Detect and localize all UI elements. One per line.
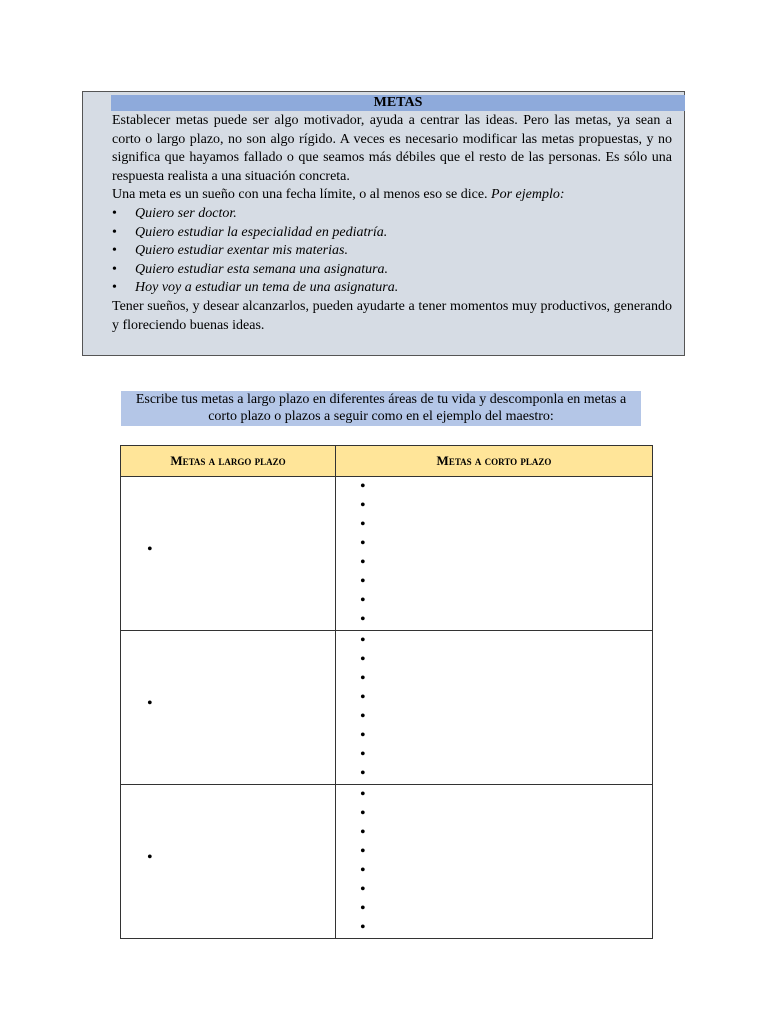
example-text: Quiero estudiar exentar mis materias. bbox=[135, 243, 348, 259]
bullet-icon: • bbox=[360, 843, 366, 860]
goals-table bbox=[120, 445, 653, 939]
goals-info-box bbox=[82, 91, 685, 356]
bullet-icon: • bbox=[360, 535, 366, 552]
bullet-icon: • bbox=[147, 695, 153, 712]
bullet-icon: • bbox=[360, 824, 366, 841]
example-label: Por ejemplo: bbox=[491, 187, 565, 203]
info-paragraph-1: Establecer metas puede ser algo motivador, ayuda a centrar las ideas. Pero las metas, ya sean a corto o largo plazo, no son algo rígido. A veces es necesario modificar las metas propuestas, y no significa que hayamos fallado o que seamos más débiles que el resto de las personas. Es sólo una respuesta realista a una situación concreta. bbox=[112, 113, 672, 184]
bullet-icon: • bbox=[360, 862, 366, 879]
bullet-icon: • bbox=[360, 746, 366, 763]
bullet-icon: • bbox=[112, 280, 117, 296]
bullet-icon: • bbox=[360, 554, 366, 571]
table-header-row bbox=[121, 446, 653, 477]
long-term-cell[interactable] bbox=[121, 631, 336, 785]
example-item bbox=[112, 224, 672, 243]
table-row bbox=[121, 631, 653, 785]
bullet-icon: • bbox=[360, 900, 366, 917]
short-term-cell[interactable] bbox=[336, 631, 653, 785]
bullet-icon: • bbox=[360, 708, 366, 725]
bullet-icon: • bbox=[360, 497, 366, 514]
info-paragraph-2-text: Una meta es un sueño con una fecha límite, o al menos eso se dice. bbox=[112, 187, 488, 203]
example-item bbox=[112, 242, 672, 261]
bullet-icon: • bbox=[360, 573, 366, 590]
bullet-icon: • bbox=[112, 243, 117, 259]
long-term-cell[interactable] bbox=[121, 785, 336, 939]
example-text: Quiero ser doctor. bbox=[135, 205, 237, 221]
short-term-list bbox=[336, 785, 652, 938]
bullet-icon: • bbox=[360, 592, 366, 609]
short-term-list bbox=[336, 631, 652, 784]
short-term-cell[interactable] bbox=[336, 477, 653, 631]
long-term-cell[interactable] bbox=[121, 477, 336, 631]
table-row bbox=[121, 477, 653, 631]
bullet-icon: • bbox=[360, 919, 366, 936]
bullet-icon: • bbox=[360, 765, 366, 782]
bullet-icon: • bbox=[360, 727, 366, 744]
info-title: METAS bbox=[111, 95, 685, 111]
example-item bbox=[112, 205, 672, 224]
bullet-icon: • bbox=[360, 632, 366, 649]
bullet-icon: • bbox=[112, 261, 117, 277]
bullet-icon: • bbox=[360, 478, 366, 495]
bullet-icon: • bbox=[360, 805, 366, 822]
examples-list bbox=[112, 205, 672, 298]
short-term-list bbox=[336, 477, 652, 630]
instruction-text: Escribe tus metas a largo plazo en diferentes áreas de tu vida y descomponla en metas a corto plazo o plazos a seguir como en el ejemplo del maestro: bbox=[121, 391, 641, 426]
short-term-cell[interactable] bbox=[336, 785, 653, 939]
bullet-icon: • bbox=[147, 849, 153, 866]
bullet-icon: • bbox=[360, 611, 366, 628]
bullet-icon: • bbox=[112, 205, 117, 221]
header-short-term: Metas a corto plazo bbox=[336, 446, 653, 477]
info-paragraph-3: Tener sueños, y desear alcanzarlos, pueden ayudarte a tener momentos muy productivos, generando y floreciendo buenas ideas. bbox=[112, 298, 672, 333]
example-item bbox=[112, 261, 672, 280]
example-text: Hoy voy a estudiar un tema de una asignatura. bbox=[135, 280, 399, 296]
example-text: Quiero estudiar la especialidad en pediatría. bbox=[135, 224, 388, 240]
bullet-icon: • bbox=[360, 786, 366, 803]
example-item bbox=[112, 279, 672, 298]
bullet-icon: • bbox=[360, 670, 366, 687]
example-text: Quiero estudiar esta semana una asignatura. bbox=[135, 261, 389, 277]
bullet-icon: • bbox=[112, 224, 117, 240]
info-paragraph-2 bbox=[112, 186, 672, 205]
bullet-icon: • bbox=[360, 689, 366, 706]
table-row bbox=[121, 785, 653, 939]
bullet-icon: • bbox=[147, 541, 153, 558]
info-body bbox=[112, 112, 672, 335]
bullet-icon: • bbox=[360, 516, 366, 533]
bullet-icon: • bbox=[360, 651, 366, 668]
header-long-term: Metas a largo plazo bbox=[121, 446, 336, 477]
bullet-icon: • bbox=[360, 881, 366, 898]
